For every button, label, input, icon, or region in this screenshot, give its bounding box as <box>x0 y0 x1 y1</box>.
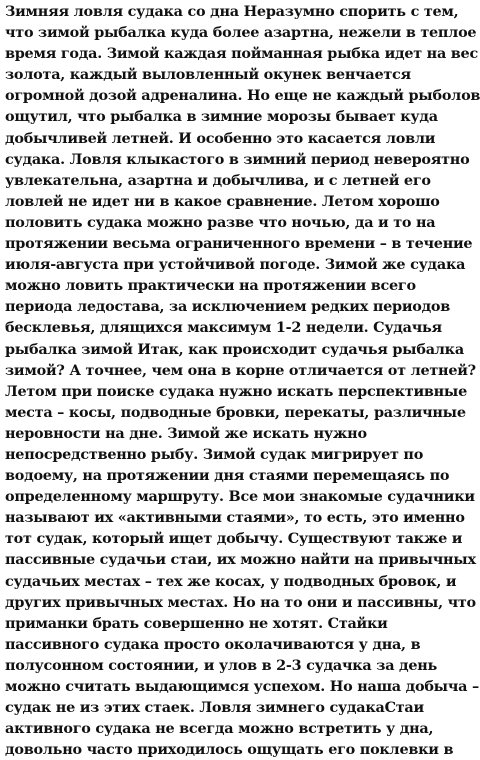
text-line: определенному маршруту. Все мои знакомые судачники <box>5 488 475 506</box>
text-line: других привычных местах. Но на то они и пассивны, что <box>5 593 476 611</box>
text-line: пассивного судака просто околачиваются у дна, в <box>5 635 421 653</box>
text-line: называют их «активными стаями», то есть, это именно <box>5 509 465 527</box>
text-line: что зимой рыбалка куда более азартна, нежели в теплое <box>5 24 477 42</box>
text-line: судака. Ловля клыкастого в зимний период невероятно <box>5 150 470 168</box>
text-line: тот судак, который ищет добычу. Существуют также и <box>5 530 463 548</box>
text-line: можно ловить практически на протяжении всего <box>5 277 416 295</box>
text-line: полусонном состоянии, и улов в 2-3 судачка за день <box>5 656 438 674</box>
text-line: добычливей летней. И особенно это касается ловли <box>5 129 436 147</box>
text-line: непосредственно рыбу. Зимой судак мигрирует по <box>5 445 424 463</box>
text-line: Зимняя ловля судака со дна Неразумно спорить с тем, <box>5 3 459 20</box>
text-line: судачьих местах – тех же косах, у подводных бровок, и <box>5 572 457 590</box>
text-line: неровности на дне. Зимой же искать нужно <box>5 424 367 442</box>
text-line: ловлей не идет ни в какое сравнение. Летом хорошо <box>5 192 440 210</box>
text-line: ощутил, что рыбалка в зимние морозы бывает куда <box>5 108 438 126</box>
text-line: июля-августа при устойчивой погоде. Зимой же судака <box>5 256 466 274</box>
text-line: водоему, на протяжении дня стаями перемещаясь по <box>5 467 450 485</box>
text-line: судак не из этих стаек. Ловля зимнего судакаСтаи <box>5 699 424 717</box>
text-line: периода ледостава, за исключением редких периодов <box>5 298 451 316</box>
text-line: золота, каждый выловленный окунек венчается <box>5 66 411 84</box>
text-line: довольно часто приходилось ощущать его поклевки в <box>5 741 454 759</box>
text-line: можно считать выдающимся успехом. Но наша добыча – <box>5 678 479 695</box>
text-line: увлекательна, азартна и добычлива, и с летней его <box>5 171 431 189</box>
text-line: протяжении весьма ограниченного времени – в течение <box>5 235 473 253</box>
text-line: пассивные судачьи стаи, их можно найти на привычных <box>5 551 476 569</box>
text-line: Летом при поиске судака нужно искать перспективные <box>5 382 467 400</box>
text-line: половить судака можно разве что ночью, да и то на <box>5 213 436 231</box>
text-line: приманки брать совершенно не хотят. Стайки <box>5 614 388 632</box>
text-line: огромной дозой адреналина. Но еще не каждый рыболов <box>5 87 480 105</box>
text-line: рыбалка зимой Итак, как происходит судачья рыбалка <box>5 340 464 358</box>
text-line: бесклевья, длящихся максимум 1-2 недели. Судачья <box>5 319 442 337</box>
article-text <box>5 1 480 759</box>
text-line: время года. Зимой каждая пойманная рыбка идет на вес <box>5 45 478 63</box>
text-line: места – косы, подводные бровки, перекаты, различные <box>5 403 466 421</box>
text-line: зимой? А точнее, чем она в корне отличается от летней? <box>5 361 476 379</box>
text-line: активного судака не всегда можно встретить у дна, <box>5 720 434 738</box>
